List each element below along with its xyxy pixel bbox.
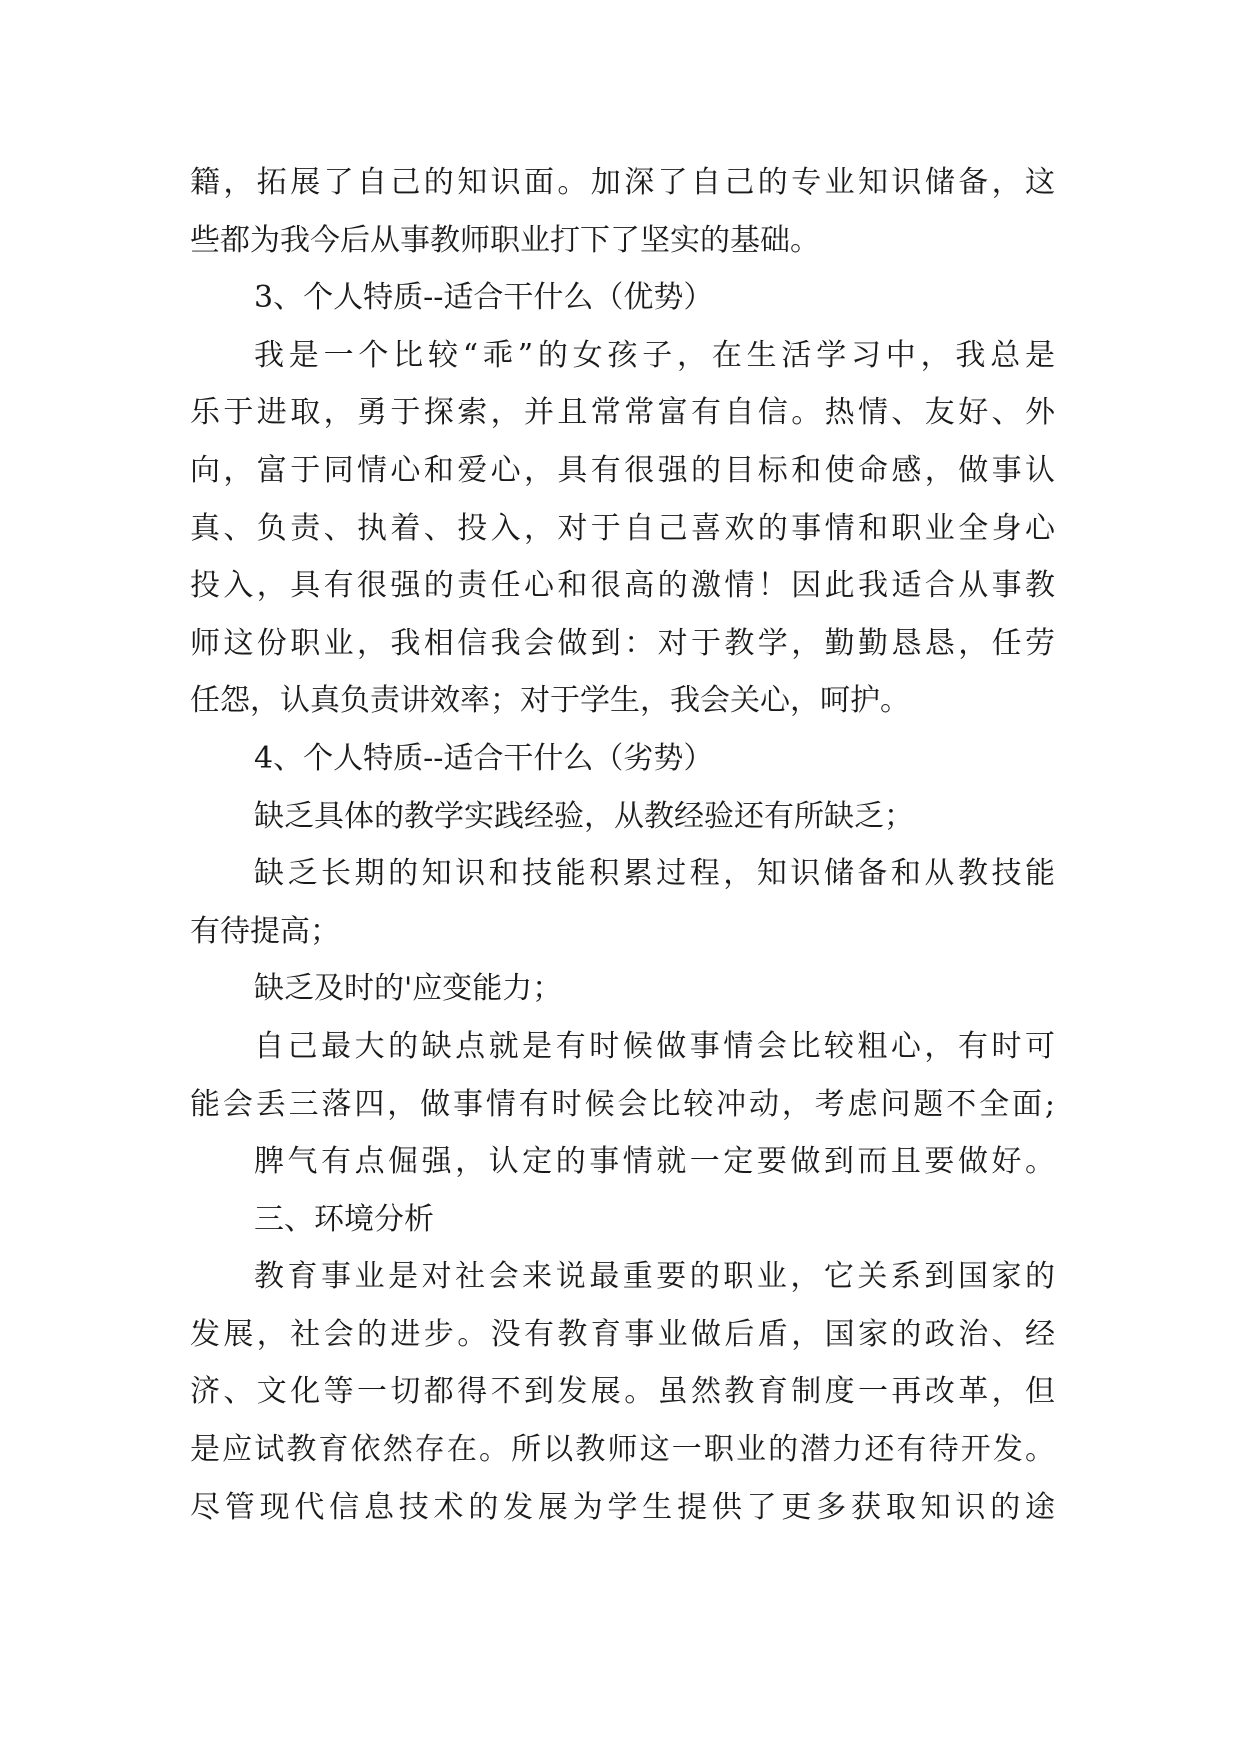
text-line: 三、环境分析	[254, 1201, 434, 1237]
text-line: 4、个人特质--适合干什么（劣势）	[254, 740, 714, 776]
text-line: 缺乏及时的'应变能力；	[254, 971, 563, 1007]
text-line: 脾气有点倔强，认定的事情就一定要做到而且要做好。	[254, 1144, 1055, 1180]
text-line: 乐于进取，勇于探索，并且常常富有自信。热情、友好、外	[190, 395, 1055, 431]
text-line: 向，富于同情心和爱心，具有很强的目标和使命感，做事认	[190, 452, 1055, 488]
text-line: 真、负责、执着、投入，对于自己喜欢的事情和职业全身心	[190, 510, 1055, 546]
text-line: 济、文化等一切都得不到发展。虽然教育制度一再改革，但	[190, 1374, 1055, 1410]
body-text	[190, 154, 1055, 1536]
text-line: 缺乏具体的教学实践经验，从教经验还有所缺乏；	[254, 798, 914, 834]
text-line: 我是一个比较“乖”的女孩子，在生活学习中，我总是	[254, 337, 1055, 373]
text-line: 尽管现代信息技术的发展为学生提供了更多获取知识的途	[190, 1489, 1055, 1525]
text-line: 投入，具有很强的责任心和很高的激情！因此我适合从事教	[190, 568, 1055, 604]
text-line: 籍，拓展了自己的知识面。加深了自己的专业知识储备，这	[190, 165, 1055, 200]
text-line: 有待提高；	[190, 913, 340, 949]
text-line: 任怨，认真负责讲效率；对于学生，我会关心，呵护。	[190, 683, 910, 719]
text-line: 自己最大的缺点就是有时候做事情会比较粗心，有时可	[254, 1028, 1055, 1064]
text-line: 发展，社会的进步。没有教育事业做后盾，国家的政治、经	[190, 1316, 1055, 1352]
text-line: 些都为我今后从事教师职业打下了坚实的基础。	[190, 222, 820, 258]
text-line: 缺乏长期的知识和技能积累过程，知识储备和从教技能	[254, 856, 1055, 892]
text-line: 3、个人特质--适合干什么（优势）	[254, 280, 714, 316]
text-line: 师这份职业，我相信我会做到：对于教学，勤勤恳恳，任劳	[190, 625, 1055, 661]
text-line: 教育事业是对社会来说最重要的职业，它关系到国家的	[254, 1259, 1055, 1295]
text-line: 是应试教育依然存在。所以教师这一职业的潜力还有待开发。	[190, 1432, 1055, 1468]
text-line: 能会丢三落四，做事情有时候会比较冲动，考虑问题不全面;	[190, 1086, 1055, 1122]
